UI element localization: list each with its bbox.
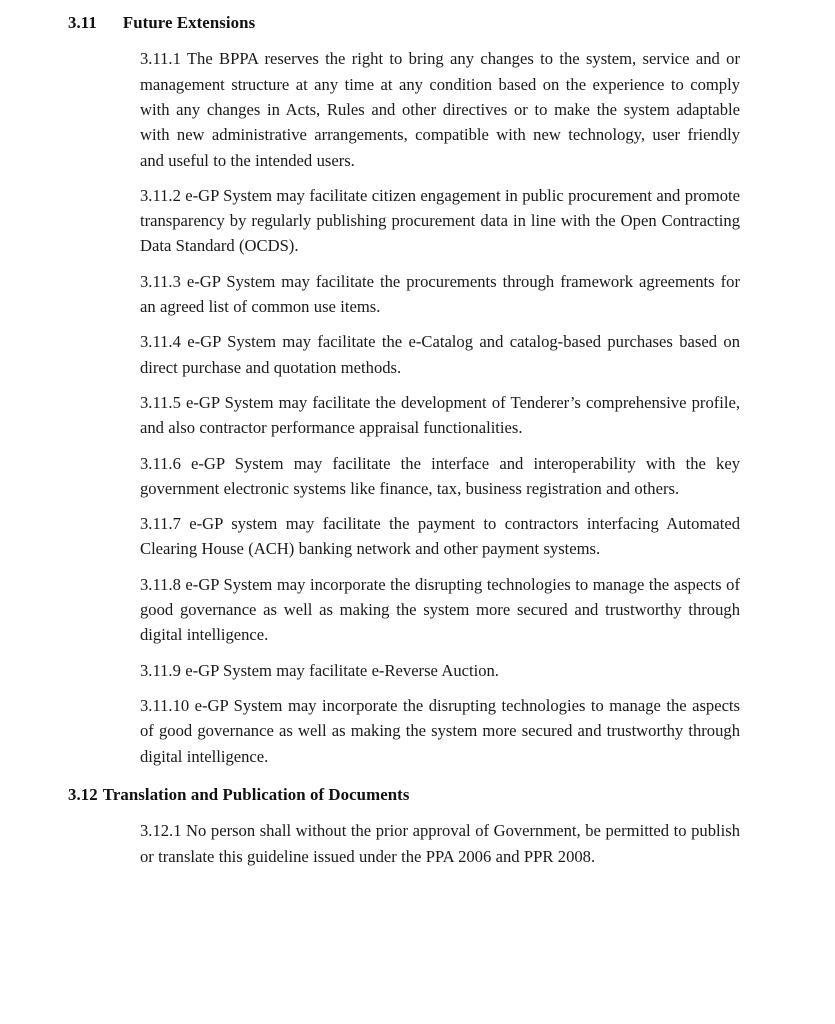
heading-paragraph-spacer	[0, 35, 835, 46]
paragraph-3-11-2: 3.11.2 e-GP System may facilitate citizen engagement in public procurement and promote transparency by regularly publishing procurement data in line with the Open Contracting Data Standard (OCDS).	[140, 185, 740, 256]
paragraph-3-11-7: 3.11.7 e-GP system may facilitate the payment to contractors interfacing Automated Clearing House (ACH) banking network and other payment systems.	[140, 514, 740, 559]
paragraph-3-11-8: 3.11.8 e-GP System may incorporate the disrupting technologies to manage the aspects of good governance as well as making the system more secured and trustworthy through digital intelligence.	[140, 574, 740, 645]
paragraph-3-11-9: 3.11.9 e-GP System may facilitate e-Reverse Auction.	[140, 660, 499, 680]
section-number-3-12: 3.12	[68, 784, 98, 804]
paragraph-3-11-5: 3.11.5 e-GP System may facilitate the development of Tenderer’s comprehensive profile, and also contractor performance appraisal functionalities.	[140, 392, 740, 438]
section-number-3-11: 3.11	[68, 13, 97, 32]
paragraph-3-11-4: 3.11.4 e-GP System may facilitate the e-Catalog and catalog-based purchases based on direct purchase and quotation methods.	[140, 332, 740, 377]
section-title-3-12: Translation and Publication of Documents	[102, 784, 410, 804]
paragraph-heading-spacer	[0, 769, 835, 783]
section-title-3-11: Future Extensions	[122, 13, 256, 32]
paragraph-3-11-10: 3.11.10 e-GP System may incorporate the disrupting technologies to manage the aspects of good governance as well as making the system more secured and trustworthy through digital intelligence.	[140, 695, 740, 766]
paragraph-3-12-1: 3.12.1 No person shall without the prior approval of Government, be permitted to publish or translate this guideline issued under the PPA 2006 and PPR 2008.	[140, 821, 740, 866]
heading-paragraph-spacer-2	[0, 807, 835, 818]
section-heading-3-11	[68, 11, 835, 35]
paragraph-3-11-3: 3.11.3 e-GP System may facilitate the procurements through framework agreements for an agreed list of common use items.	[140, 271, 740, 317]
top-spacer	[0, 0, 835, 11]
paragraph-3-11-1: 3.11.1 The BPPA reserves the right to bring any changes to the system, service and or management structure at any time at any condition based on the experience to comply with any changes in Acts, Rules and other directives or to make the system adaptable with new administrative arrangements, compatible with new technology, user friendly and useful to the intended users.	[140, 49, 740, 170]
section-heading-3-12	[68, 783, 835, 807]
paragraph-3-11-6: 3.11.6 e-GP System may facilitate the interface and interoperability with the key government electronic systems like finance, tax, business registration and others.	[140, 453, 740, 498]
